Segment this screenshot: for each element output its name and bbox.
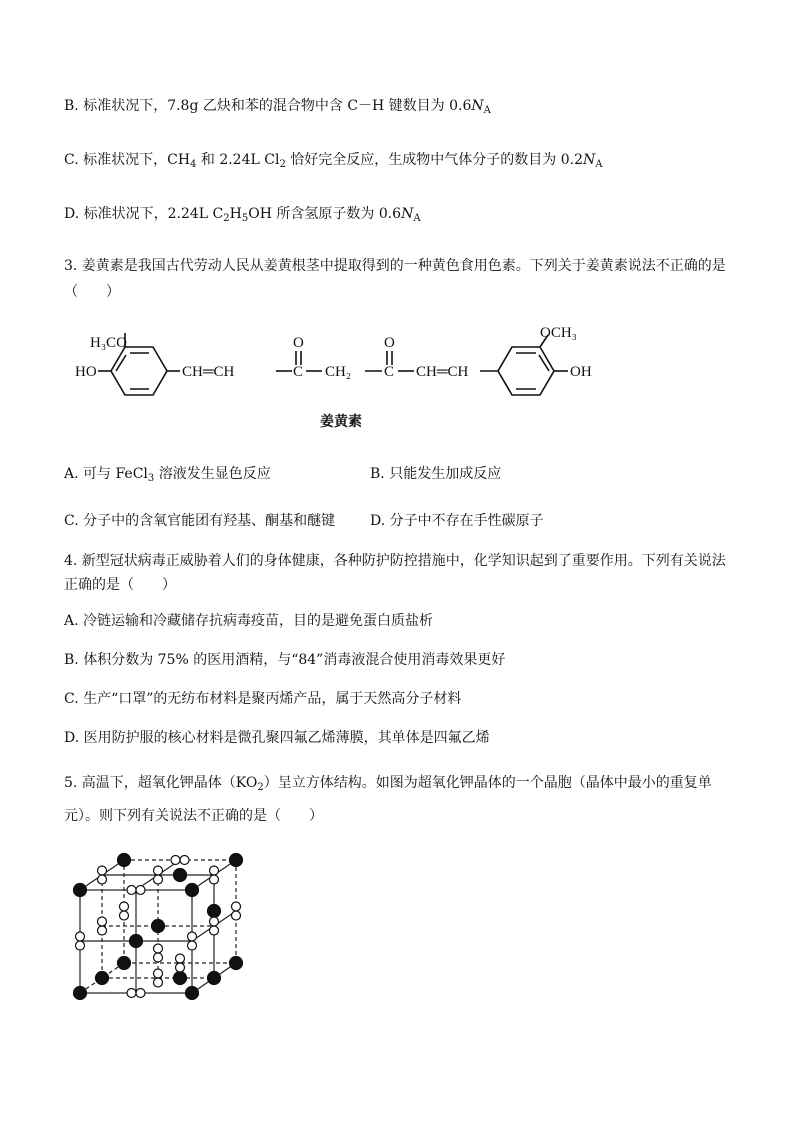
k-ion [74,884,87,897]
q2-option-b: B. 标准状况下，7.8g 乙炔和苯的混合物中含 C－H 键数目为 $0.6N_A$ [64,98,491,116]
structure-och3: OCH₃ [540,325,577,341]
q4-option-d: D. 医用防护服的核心材料是微孔聚四氟乙烯薄膜，其单体是四氟乙烯 [64,730,490,746]
o2-ion [120,902,129,920]
k-ion [118,957,131,970]
ko2-unit-cell-figure [64,845,264,1015]
structure-caption: 姜黄素 [320,415,362,430]
q3-option-b: B. 只能发生加成反应 [370,466,502,482]
o2-ion [154,944,163,962]
q5-stem-line1: 5. 高温下，超氧化钾晶体$(KO_2)$呈立方体结构。如图为超氧化钾晶体的一个晶胞（晶体中最小的重复单 [64,775,712,793]
o2-ion [171,856,189,865]
q4-stem-line2: 正确的是（ ） [64,577,176,593]
structure-h3co: H₃CO [90,335,127,351]
structure-oh-right: OH [570,364,592,380]
q4-option-c: C. 生产“口罩”的无纺布材料是聚丙烯产品，属于天然高分子材料 [64,691,462,707]
k-ion [174,869,187,882]
q4-option-a: A. 冷链运输和冷藏储存抗病毒疫苗，目的是避免蛋白质盐析 [64,613,434,629]
q2-option-d: D. 标准状况下，2.24L $C_2H_5OH$ 所含氢原子数为 $0.6N_A$ [64,206,421,224]
k-ion [230,957,243,970]
structure-chain-part1: CH═CH [182,364,235,380]
k-ion [74,987,87,1000]
k-ion [96,972,109,985]
q2-option-c: C. 标准状况下，$CH_4$ 和 2.24L $Cl_2$ 恰好完全反应，生成物中气体分子的数目为 $0.2N_A$ [64,152,603,170]
k-ion [230,854,243,867]
q3-option-d: D. 分子中不存在手性碳原子 [370,513,544,529]
structure-c1: C [293,364,304,380]
k-ion [118,854,131,867]
q3-option-c: C. 分子中的含氧官能团有羟基、酮基和醚键 [64,513,336,529]
structure-c2: C [384,364,395,380]
q3-option-a: A. 可与 FeCl$_3$ 溶液发生显色反应 [64,466,271,484]
q3-stem-line2: （ ） [64,284,120,300]
k-ion [152,920,165,933]
q4-option-b: B. 体积分数为 75% 的医用酒精，与“84”消毒液混合使用消毒效果更好 [64,652,506,668]
structure-ch2: CH₂ [325,364,352,380]
o2-ion [232,902,241,920]
curcumin-structure [70,325,630,435]
k-ion [208,905,221,918]
structure-ho-left: HO [75,364,97,380]
k-ion [208,972,221,985]
k-ion [174,972,187,985]
structure-chain-part2: CH═CH [416,364,469,380]
k-ion [130,935,143,948]
q4-stem-line1: 4. 新型冠状病毒正威胁着人们的身体健康，各种防护防控措施中，化学知识起到了重要作用。下列有关说法 [64,553,726,569]
q3-stem-line1: 3. 姜黄素是我国古代劳动人民从姜黄根茎中提取得到的一种黄色食用色素。下列关于姜黄素说法不正确的是 [64,258,726,274]
k-ion [186,987,199,1000]
q5-stem-line2: 元）。则下列有关说法不正确的是（ ） [64,808,323,824]
k-ion [186,884,199,897]
structure-o1: O [293,335,304,351]
structure-o2: O [384,335,395,351]
